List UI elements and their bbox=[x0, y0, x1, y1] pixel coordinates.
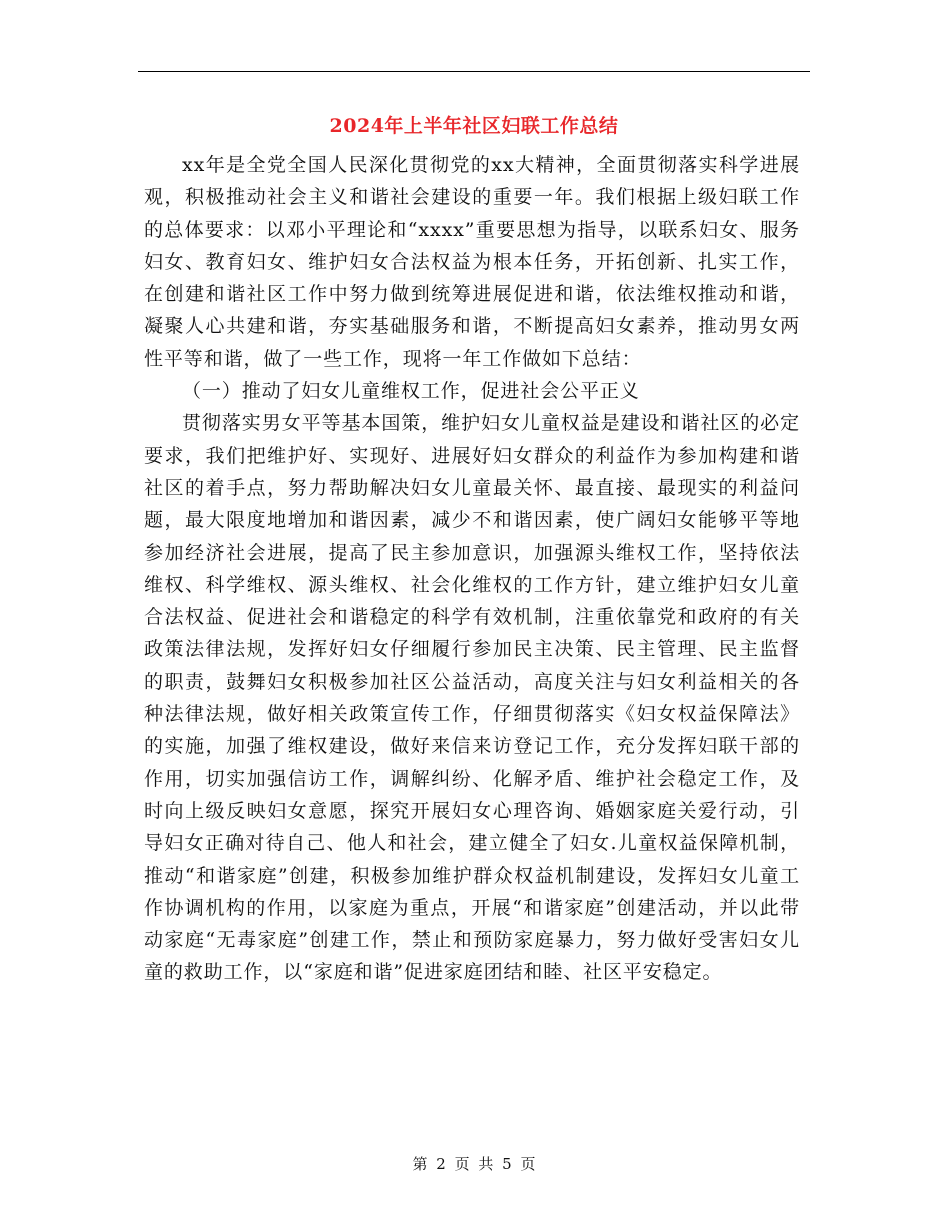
intro-paragraph: xx年是全党全国人民深化贯彻党的xx大精神，全面贯彻落实科学进展观，积极推动社会主义和谐社会建设的重要一年。我们根据上级妇联工作的总体要求：以邓小平理论和“xxxx”重要思想为指导，以联系妇女、服务妇女、教育妇女、维护妇女合法权益为根本任务，开拓创新、扎实工作，在创建和谐社区工作中努力做到统筹进展促进和谐，依法维权推动和谐，凝聚人心共建和谐，夯实基础服务和谐，不断提高妇女素养，推动男女两性平等和谐，做了一些工作，现将一年工作做如下总结： bbox=[144, 154, 800, 370]
document-body bbox=[144, 149, 800, 989]
document-title: 2024年上半年社区妇联工作总结 bbox=[329, 115, 619, 137]
body-paragraph: 贯彻落实男女平等基本国策，维护妇女儿童权益是建设和谐社区的必定要求，我们把维护好、实现好、进展好妇女群众的利益作为参加构建和谐社区的着手点，努力帮助解决妇女儿童最关怀、最直接、最现实的利益问题，最大限度地增加和谐因素，减少不和谐因素，使广阔妇女能够平等地参加经济社会进展，提高了民主参加意识，加强源头维权工作，坚持依法维权、科学维权、源头维权、社会化维权的工作方针，建立维护妇女儿童合法权益、促进社会和谐稳定的科学有效机制，注重依靠党和政府的有关政策法律法规，发挥好妇女仔细履行参加民主决策、民主管理、民主监督的职责，鼓舞妇女积极参加社区公益活动，高度关注与妇女利益相关的各种法律法规，做好相关政策宣传工作，仔细贯彻落实《妇女权益保障法》的实施，加强了维权建设，做好来信来访登记工作，充分发挥妇联干部的作用，切实加强信访工作，调解纠纷、化解矛盾、维护社会稳定工作，及时向上级反映妇女意愿，探究开展妇女心理咨询、婚姻家庭关爱行动，引导妇女正确对待自己、他人和社会，建立健全了妇女.儿童权益保障机制，推动“和谐家庭”创建，积极参加维护群众权益机制建设，发挥妇女儿童工作协调机构的作用，以家庭为重点，开展“和谐家庭”创建活动，并以此带动家庭“无毒家庭”创建工作，禁止和预防家庭暴力，努力做好受害妇女儿童的救助工作，以“家庭和谐”促进家庭团结和睦、社区平安稳定。 bbox=[144, 412, 800, 984]
section-heading: （一）推动了妇女儿童维权工作，促进社会公平正义 bbox=[182, 380, 640, 403]
header-rule bbox=[138, 71, 810, 72]
page-number: 第 2 页 共 5 页 bbox=[412, 1155, 538, 1173]
